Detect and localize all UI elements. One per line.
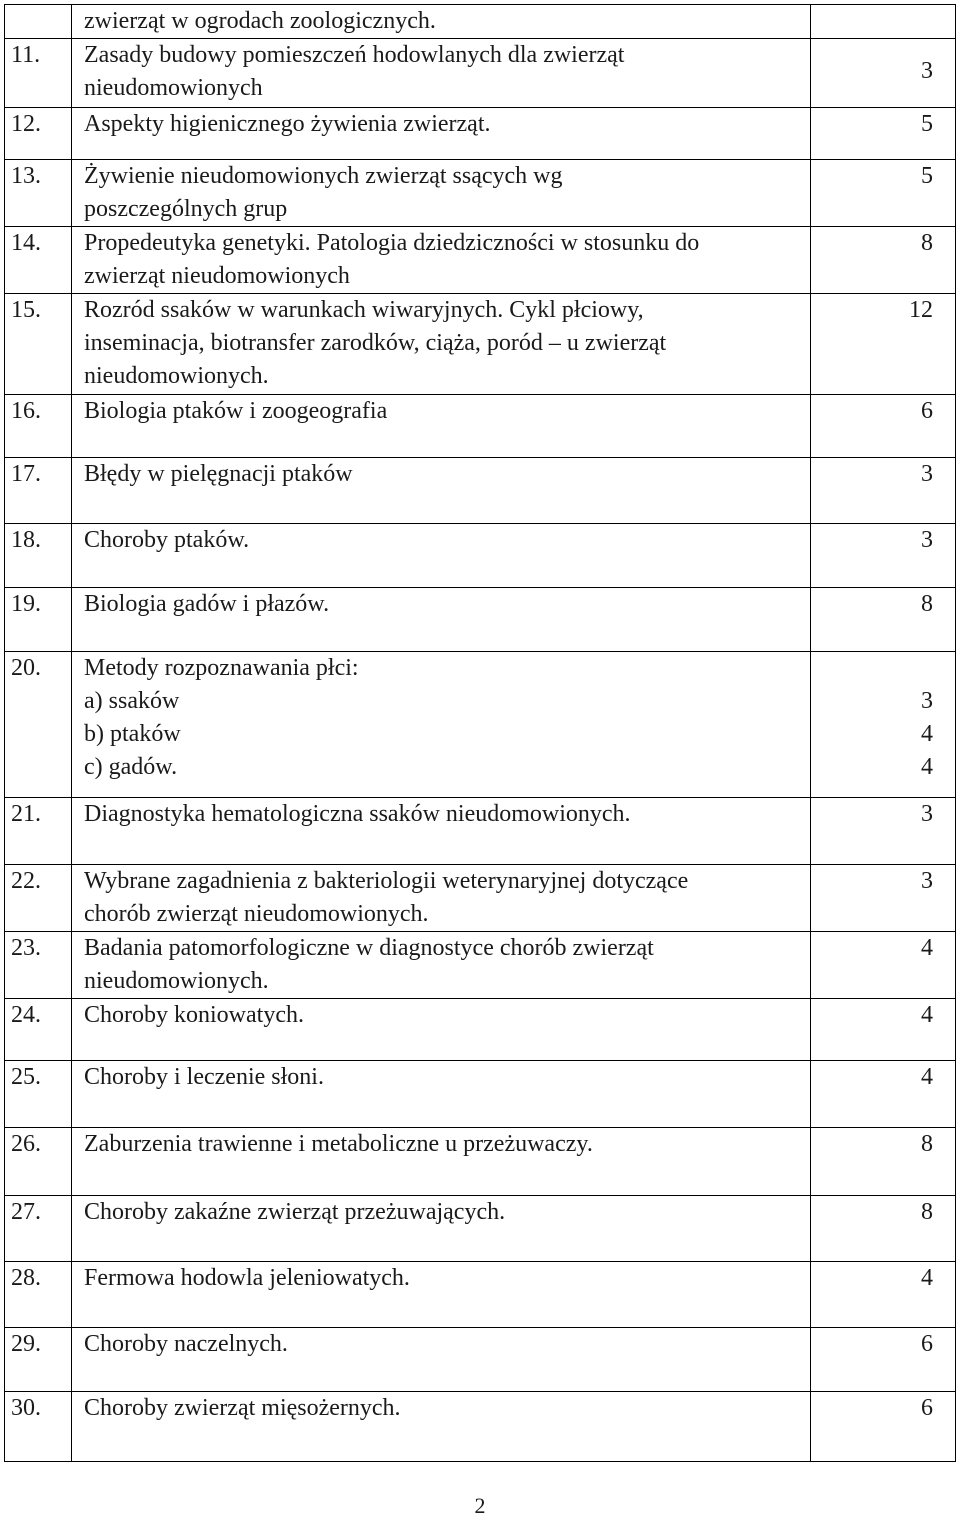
syllabus-rows: [5, 5, 956, 1462]
row-number: 27.: [5, 1196, 72, 1262]
table-row: [5, 865, 956, 932]
row-hours: [811, 294, 956, 395]
table-row: [5, 160, 956, 227]
hours-value: 8: [921, 591, 933, 617]
hours-value: 6: [921, 1331, 933, 1357]
row-topic: Diagnostyka hematologiczna ssaków nieudomowionych.: [72, 798, 811, 865]
table-row: [5, 5, 956, 39]
table-row: [5, 227, 956, 294]
table-row: [5, 999, 956, 1061]
row-hours: [811, 865, 956, 932]
hours-value: 4: [921, 1002, 933, 1028]
hours-value: 3: [921, 527, 933, 553]
table-row: [5, 395, 956, 458]
hours-value: 8: [921, 230, 933, 256]
row-hours: [811, 39, 956, 108]
hours-value: 4: [921, 935, 933, 961]
row-topic: Badania patomorfologiczne w diagnostyce chorób zwierząt nieudomowionych.: [72, 932, 811, 999]
table-row: [5, 1392, 956, 1462]
row-number: 25.: [5, 1061, 72, 1128]
row-number: 21.: [5, 798, 72, 865]
row-number: 29.: [5, 1328, 72, 1392]
row-hours: [811, 1061, 956, 1128]
table-row: [5, 524, 956, 588]
hours-value: 3: [921, 868, 933, 894]
hours-value: 12: [909, 297, 933, 323]
syllabus-table-container: [4, 4, 956, 1462]
row-number: 14.: [5, 227, 72, 294]
table-row: [5, 1262, 956, 1328]
row-hours: [811, 798, 956, 865]
row-hours: [811, 395, 956, 458]
hours-value: 3: [921, 58, 933, 84]
table-row: [5, 1061, 956, 1128]
row-topic: Zaburzenia trawienne i metaboliczne u przeżuwaczy.: [72, 1128, 811, 1196]
row-topic: Fermowa hodowla jeleniowatych.: [72, 1262, 811, 1328]
row-hours: [811, 1392, 956, 1462]
table-row: [5, 588, 956, 652]
row-topic: Choroby ptaków.: [72, 524, 811, 588]
row-hours: [811, 1196, 956, 1262]
row-topic: Choroby koniowatych.: [72, 999, 811, 1061]
row-topic: Żywienie nieudomowionych zwierząt ssących wg poszczególnych grup: [72, 160, 811, 227]
row-number: [5, 5, 72, 39]
row-number: 18.: [5, 524, 72, 588]
row-hours: [811, 588, 956, 652]
row-topic: Choroby zwierząt mięsożernych.: [72, 1392, 811, 1462]
row-hours: [811, 458, 956, 524]
table-row: [5, 39, 956, 108]
row-topic: zwierząt w ogrodach zoologicznych.: [72, 5, 811, 39]
row-number: 15.: [5, 294, 72, 395]
hours-value: 4: [921, 754, 933, 780]
row-topic: Choroby zakaźne zwierząt przeżuwających.: [72, 1196, 811, 1262]
table-row: [5, 458, 956, 524]
hours-value: 5: [921, 163, 933, 189]
row-number: 23.: [5, 932, 72, 999]
row-topic: Aspekty higienicznego żywienia zwierząt.: [72, 108, 811, 160]
row-number: 28.: [5, 1262, 72, 1328]
table-row: [5, 798, 956, 865]
row-number: 22.: [5, 865, 72, 932]
table-row: [5, 1196, 956, 1262]
row-hours: [811, 652, 956, 798]
table-row: [5, 1128, 956, 1196]
table-row: [5, 932, 956, 999]
row-number: 13.: [5, 160, 72, 227]
row-topic: Choroby i leczenie słoni.: [72, 1061, 811, 1128]
hours-value: 3: [921, 688, 933, 714]
row-hours: [811, 227, 956, 294]
row-topic: Propedeutyka genetyki. Patologia dziedziczności w stosunku do zwierząt nieudomowionych: [72, 227, 811, 294]
row-topic: Biologia gadów i płazów.: [72, 588, 811, 652]
hours-value: 8: [921, 1199, 933, 1225]
syllabus-table: [4, 4, 956, 1462]
page-number: 2: [474, 1493, 486, 1518]
hours-value: 4: [921, 1265, 933, 1291]
row-hours: [811, 932, 956, 999]
row-number: 20.: [5, 652, 72, 798]
row-number: 26.: [5, 1128, 72, 1196]
row-number: 19.: [5, 588, 72, 652]
row-topic: Błędy w pielęgnacji ptaków: [72, 458, 811, 524]
row-number: 30.: [5, 1392, 72, 1462]
hours-value: 6: [921, 398, 933, 424]
row-hours: [811, 1328, 956, 1392]
hours-value: 6: [921, 1395, 933, 1421]
row-topic: Biologia ptaków i zoogeografia: [72, 395, 811, 458]
hours-value: 8: [921, 1131, 933, 1157]
row-topic: Choroby naczelnych.: [72, 1328, 811, 1392]
row-hours: [811, 160, 956, 227]
row-hours: [811, 1128, 956, 1196]
row-number: 11.: [5, 39, 72, 108]
row-topic: Zasady budowy pomieszczeń hodowlanych dla zwierząt nieudomowionych: [72, 39, 811, 108]
hours-value: 3: [921, 461, 933, 487]
row-hours: [811, 524, 956, 588]
row-number: 24.: [5, 999, 72, 1061]
row-number: 17.: [5, 458, 72, 524]
row-hours: [811, 1262, 956, 1328]
row-topic: Metody rozpoznawania płci: a) ssaków b) ptaków c) gadów.: [72, 652, 811, 798]
row-hours: [811, 5, 956, 39]
hours-value: 4: [921, 721, 933, 747]
row-topic: Wybrane zagadnienia z bakteriologii weterynaryjnej dotyczące chorób zwierząt nieudomowionych.: [72, 865, 811, 932]
table-row: [5, 294, 956, 395]
table-row: [5, 652, 956, 798]
hours-value: 4: [921, 1064, 933, 1090]
row-hours: [811, 108, 956, 160]
row-hours: [811, 999, 956, 1061]
hours-value: 5: [921, 111, 933, 137]
table-row: [5, 1328, 956, 1392]
hours-value: 3: [921, 801, 933, 827]
row-topic: Rozród ssaków w warunkach wiwaryjnych. Cykl płciowy, inseminacja, biotransfer zarodków, ciąża, poród – u zwierząt nieudomowionych.: [72, 294, 811, 395]
table-row: [5, 108, 956, 160]
row-number: 16.: [5, 395, 72, 458]
row-number: 12.: [5, 108, 72, 160]
